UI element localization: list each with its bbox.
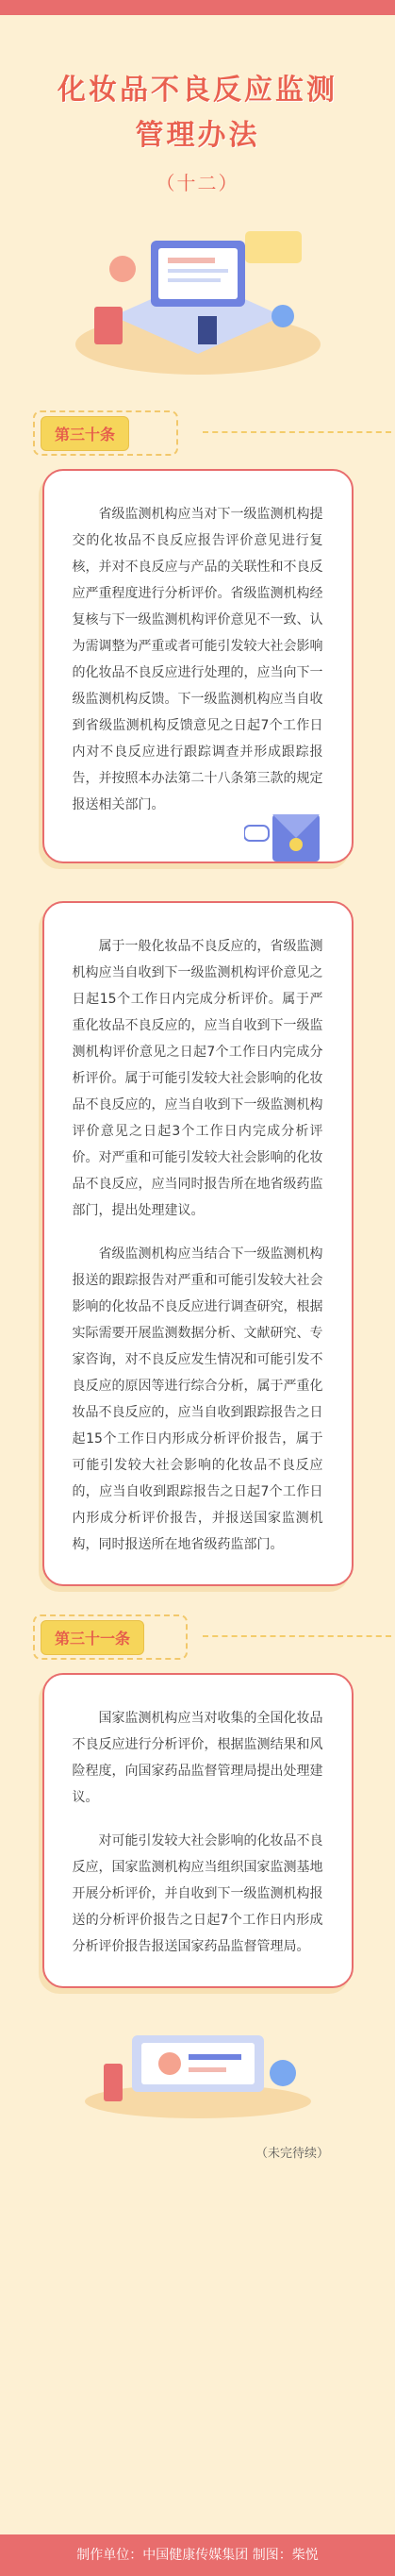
section-31-label: 第三十一条 xyxy=(41,1620,144,1655)
page-title xyxy=(0,68,395,159)
lab-illustration xyxy=(75,2016,321,2120)
section-30-label: 第三十条 xyxy=(41,416,129,451)
article-30-card-1 xyxy=(42,469,354,863)
title-line-1: 化妆品不良反应监测 xyxy=(58,74,337,107)
page-subtitle: （十二） xyxy=(156,172,239,194)
section-31-header xyxy=(33,1614,184,1656)
footer-credits: 制作单位：中国健康传媒集团 制图：柴悦 xyxy=(0,2534,395,2576)
top-bar xyxy=(0,0,395,15)
section-30-header xyxy=(33,410,174,452)
title-line-2: 管理办法 xyxy=(135,119,260,152)
paragraph: 属于一般化妆品不良反应的，省级监测机构应当自收到下一级监测机构评价意见之日起15个工作日内完成分析评价。属于严重化妆品不良反应的，应当自收到下一级监测机构评价意见之日起7个工作日内完成分析评价。属于可能引发较大社会影响的化妆品不良反应的，应当自收到下一级监测机构评价意见之日起3个工作日内完成分析评价。对严重和可能引发较大社会影响的化妆品不良反应，应当同时报告所在地省级药监部门，提出处理建议。 xyxy=(72,939,323,1218)
paragraph: 省级监测机构应当对下一级监测机构提交的化妆品不良反应报告评价意见进行复核，并对不良反应与产品的关联性和不良反应严重程度进行分析评价。省级监测机构经复核与下一级监测机构评价意见不一致、认为需调整为严重或者可能引发较大社会影响的化妆品不良反应进行处理的，应当向下一级监测机构反馈。下一级监测机构应当自收到省级监测机构反馈意见之日起7个工作日内对不良反应进行跟踪调查并形成跟踪报告，并按照本办法第二十八条第三款的规定报送相关部门。 xyxy=(72,507,323,812)
to-be-continued: （未完待续） xyxy=(255,2147,329,2161)
hero-illustration xyxy=(57,212,339,382)
article-30-card-2 xyxy=(42,901,354,1586)
paragraph: 对可能引发较大社会影响的化妆品不良反应，国家监测机构应当组织国家监测基地开展分析评价，并自收到下一级监测机构报送的分析评价报告之日起7个工作日内形成分析评价报告报送国家药品监督管理局。 xyxy=(72,1833,323,1954)
envelope-icon xyxy=(244,805,329,871)
paragraph: 国家监测机构应当对收集的全国化妆品不良反应进行分析评价，根据监测结果和风险程度，向国家药品监督管理局提出处理建议。 xyxy=(72,1711,323,1805)
paragraph: 省级监测机构应当结合下一级监测机构报送的跟踪报告对严重和可能引发较大社会影响的化妆品不良反应进行调查研究，根据实际需要开展监测数据分析、文献研究、专家咨询，对不良反应发生情况和可能引发不良反应的原因等进行综合分析，属于严重化妆品不良反应的，应当自收到跟踪报告之日起15个工作日内形成分析评价报告，属于可能引发较大社会影响的化妆品不良反应的，应当自收到跟踪报告之日起7个工作日内形成分析评价报告，并报送国家监测机构，同时报送所在地省级药监部门。 xyxy=(72,1246,323,1552)
article-31-card xyxy=(42,1673,354,1988)
